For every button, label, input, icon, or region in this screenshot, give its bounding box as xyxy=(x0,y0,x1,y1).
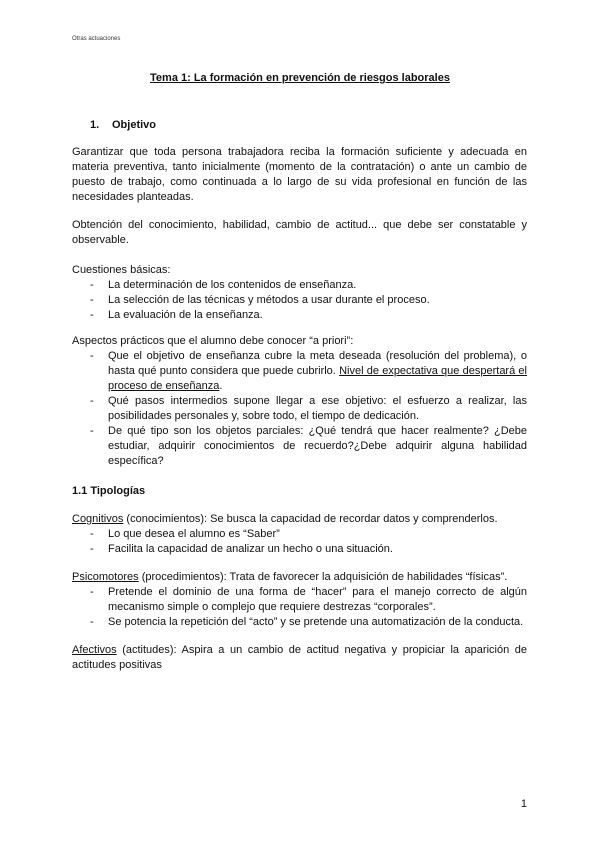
expectation-underlined-text: Nivel de expectativa que despertará el proceso de enseñanza xyxy=(108,365,527,392)
psicomotores-list xyxy=(72,585,527,630)
section-title: Objetivo xyxy=(112,119,157,131)
practical-list xyxy=(72,349,527,469)
list-item: - La determinación de los contenidos de enseñanza. xyxy=(72,278,527,293)
list-item: - La evaluación de la enseñanza. xyxy=(72,308,527,323)
practical-item-end: . xyxy=(219,380,223,392)
practical-label: Aspectos prácticos que el alumno debe conocer “a priori”: xyxy=(72,335,354,347)
list-item: - Se potencia la repetición del “acto” y se pretende una automatización de la conducta. xyxy=(72,615,527,630)
objective-paragraph: Garantizar que toda persona trabajadora reciba la formación suficiente y adecuada en materia preventiva, tanto inicialmente (momento de la contratación) o ante un cambio de puesto de trabajo, como continuada a lo largo de su vida profesional en función de las necesidades planteadas. xyxy=(72,146,527,203)
cognitivos-text: (conocimientos): Se busca la capacidad de recordar datos y comprenderlos. xyxy=(123,513,498,525)
section-number: 1. xyxy=(90,119,100,131)
list-item: - Pretende el dominio de una forma de “hacer” para el manejo correcto de algún mecanismo simple o complejo que requiere destrezas “corporales”. xyxy=(72,585,527,615)
page-number: 1 xyxy=(520,798,527,810)
practical-item-text: Que el objetivo de enseñanza cubre la meta deseada (resolución del problema), o hasta qué punto considera que puede cubrirlo. xyxy=(108,350,527,377)
list-item: - De qué tipo son los objetos parciales: ¿Qué tendrá que hacer realmente? ¿Debe estudiar, adquirir conocimientos de recuerdo?¿Debe adquirir alguna habilidad específica? xyxy=(72,424,527,469)
basics-label: Cuestiones básicas: xyxy=(72,264,171,276)
section-heading-objetivo xyxy=(90,118,545,133)
psicomotores-paragraph xyxy=(72,570,527,585)
basics-list xyxy=(72,278,527,323)
cognitivos-list xyxy=(72,527,527,557)
afectivos-term: Afectivos xyxy=(72,644,117,656)
list-item: - Qué pasos intermedios supone llegar a ese objetivo: el esfuerzo a realizar, las posibilidades personales y, sobre todo, el tiempo de dedicación. xyxy=(72,394,527,424)
document-title: Tema 1: La formación en prevención de riesgos laborales xyxy=(150,72,450,84)
cognitivos-paragraph xyxy=(72,512,527,527)
subsection-heading-tipologias: 1.1 Tipologías xyxy=(72,485,146,497)
afectivos-text: (actitudes): Aspira a un cambio de actitud negativa y propiciar la aparición de actitudes positivas xyxy=(72,644,527,671)
psicomotores-term: Psicomotores xyxy=(72,571,139,583)
list-item: - La selección de las técnicas y métodos a usar durante el proceso. xyxy=(72,293,527,308)
observable-paragraph: Obtención del conocimiento, habilidad, cambio de actitud... que debe ser constatable y observable. xyxy=(72,219,527,246)
list-item: - Lo que desea el alumno es “Saber” xyxy=(72,527,527,542)
afectivos-paragraph xyxy=(72,643,527,673)
running-header: Otras actuaciones xyxy=(72,36,121,42)
list-item: - Facilita la capacidad de analizar un hecho o una situación. xyxy=(72,542,527,557)
list-item xyxy=(72,349,527,394)
cognitivos-term: Cognitivos xyxy=(72,513,124,525)
psicomotores-text: (procedimientos): Trata de favorecer la adquisición de habilidades “físicas”. xyxy=(138,571,508,583)
